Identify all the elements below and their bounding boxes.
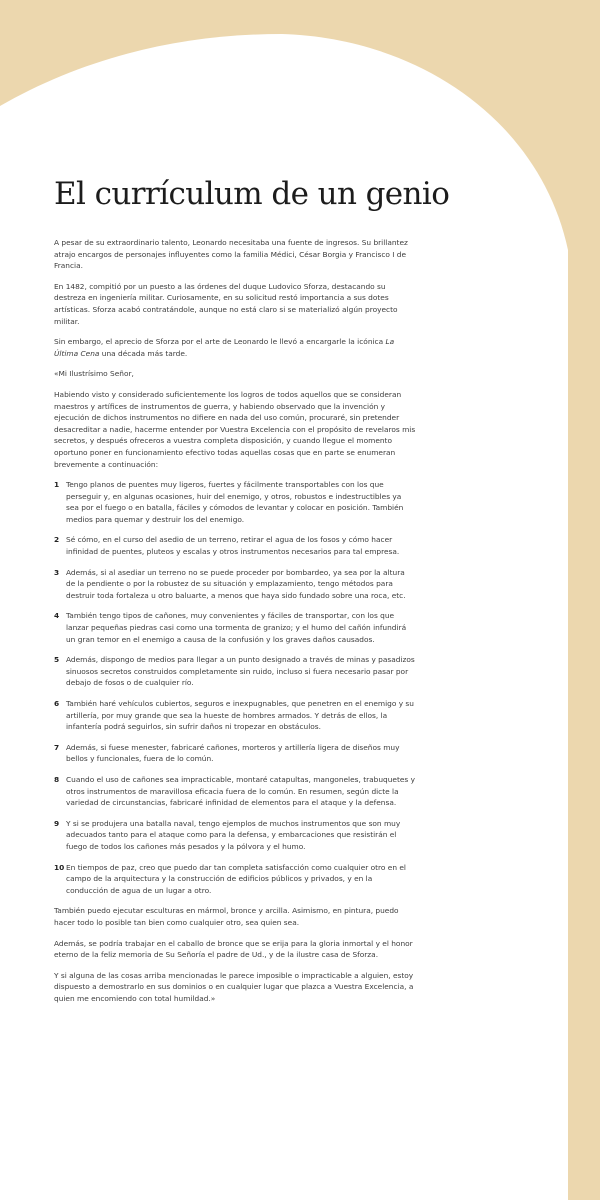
list-item bbox=[54, 610, 416, 645]
list-item-text: Además, si al asediar un terreno no se puede proceder por bombardeo, ya sea por la altura de la pendiente o por la robustez de su situación y emplazamiento, tengo métodos para destruir toda fortaleza u otro baluarte, a menos que haya sido fundado sobre una roca, etc. bbox=[66, 567, 406, 600]
closing-paragraph-1: También puedo ejecutar esculturas en mármol, bronce y arcilla. Asimismo, en pintura, puedo hacer todo lo posible tan bien como cualquier otro, sea quien sea. bbox=[54, 906, 399, 927]
letter-salutation: «Mi Ilustrísimo Señor, bbox=[54, 369, 134, 379]
list-item-number: 5 bbox=[54, 655, 60, 665]
capabilities-list bbox=[54, 479, 416, 896]
list-item bbox=[54, 479, 416, 525]
list-item-text: También haré vehículos cubiertos, seguros e inexpugnables, que penetren en el enemigo y su artillería, por muy grande que sea la hueste de hombres armados. Y detrás de ellos, la infantería podrá seguirlos, sin sufrir daños ni tropezar en obstáculos. bbox=[66, 699, 414, 732]
list-item-text: Sé cómo, en el curso del asedio de un terreno, retirar el agua de los fosos y cómo hacer infinidad de puentes, pluteos y escalas y otros instrumentos necesarios para tal empresa. bbox=[66, 535, 400, 557]
intro-paragraph-2: En 1482, compitió por un puesto a las órdenes del duque Ludovico Sforza, destacando su destreza en ingeniería militar. Curiosamente, en su solicitud restó importancia a sus dotes artísticas. Sforza acabó contratándole, aunque no está claro si se materializó algún proyecto militar. bbox=[54, 281, 398, 326]
list-item bbox=[54, 862, 416, 897]
intro-paragraph-3-text: Sin embargo, el aprecio de Sforza por el arte de Leonardo le llevó a encargarle la icónica bbox=[54, 337, 386, 347]
list-item-text: Tengo planos de puentes muy ligeros, fuertes y fácilmente transportables con los que perseguir y, en algunas ocasiones, huir del enemigo, y otros, robustos e indestructibles ya sea por el fuego o en batalla, fáciles y cómodos de levantar y colocar en posición. También medios para quemar y destruir los del enemigo. bbox=[66, 480, 404, 524]
intro-paragraph-3 bbox=[54, 336, 416, 359]
page-title: El currículum de un genio bbox=[54, 176, 450, 212]
list-item-number: 9 bbox=[54, 818, 60, 828]
list-item bbox=[54, 818, 416, 853]
article-body bbox=[54, 237, 416, 1013]
list-item-number: 2 bbox=[54, 535, 60, 545]
list-item-text: También tengo tipos de cañones, muy convenientes y fáciles de transportar, con los que lanzar pequeñas piedras casi como una tormenta de granizo; y el humo del cañón infundirá un gran temor en el enemigo a causa de la confusión y los graves daños causados. bbox=[66, 611, 407, 644]
list-item-number: 6 bbox=[54, 699, 60, 708]
list-item-number: 8 bbox=[54, 774, 60, 784]
letter-opening: Habiendo visto y considerado suficientemente los logros de todos aquellos que se consideran maestros y artífices de instrumentos de guerra, y habiendo observado que la invención y ejecución de dichos instrumentos no difiere en nada del uso común, procuraré, sin pretender desacreditar a nadie, hacerme entender por Vuestra Excelencia con el propósito de revelaros mis secretos, y después ofreceros a vuestra completa disposición, y cuando llegue el momento oportuno poner en funcionamiento efectivo todas aquellas cosas que en parte se enumeran brevemente a continuación: bbox=[54, 389, 416, 469]
list-item-text: Además, dispongo de medios para llegar a un punto designado a través de minas y pasadizos sinuosos secretos construidos completamente sin ruido, incluso si fuera necesario pasar por debajo de fosos o de cualquier río. bbox=[66, 655, 415, 688]
list-item bbox=[54, 567, 416, 602]
list-item-number: 4 bbox=[54, 611, 60, 621]
closing-paragraph-3: Y si alguna de las cosas arriba mencionadas le parece imposible o impracticable a alguien, estoy dispuesto a demostrarlo en sus dominios o en cualquier lugar que plazca a Vuestra Excelencia, a quien me encomiendo con total humildad.» bbox=[54, 970, 414, 1003]
list-item-number: 1 bbox=[54, 480, 60, 490]
intro-paragraph-3-end: una década más tarde. bbox=[99, 348, 188, 358]
list-item bbox=[54, 698, 416, 733]
list-item-text: Además, si fuese menester, fabricaré cañones, morteros y artillería ligera de diseños muy bellos y funcionales, fuera de lo común. bbox=[66, 742, 400, 764]
list-item-number: 10 bbox=[54, 862, 65, 872]
list-item bbox=[54, 654, 416, 689]
list-item bbox=[54, 534, 416, 557]
list-item bbox=[54, 742, 416, 765]
list-item-text: Y si se produjera una batalla naval, tengo ejemplos de muchos instrumentos que son muy adecuados tanto para el ataque como para la defensa, y embarcaciones que resistirán el fuego de todos los cañones más pesados y la pólvora y el humo. bbox=[66, 818, 401, 851]
list-item-text: Cuando el uso de cañones sea impracticable, montaré catapultas, mangoneles, trabuquetes y otros instrumentos de maravillosa eficacia fuera de lo común. En resumen, según dicte la variedad de circunstancias, fabricaré infinidad de elementos para el ataque y la defensa. bbox=[66, 774, 415, 808]
list-item-number: 3 bbox=[54, 567, 60, 577]
artwork-title: La Última Cena bbox=[54, 337, 395, 358]
list-item bbox=[54, 774, 416, 809]
list-item-text: En tiempos de paz, creo que puedo dar tan completa satisfacción como cualquier otro en el campo de la arquitectura y la construcción de edificios públicos y privados, y en la conducción de agua de un lugar a otro. bbox=[66, 862, 406, 895]
list-item-number: 7 bbox=[54, 742, 60, 752]
closing-paragraph-2: Además, se podría trabajar en el caballo de bronce que se erija para la gloria inmortal y el honor eterno de la feliz memoria de Su Señoría el padre de Ud., y de la ilustre casa de Sforza. bbox=[54, 938, 413, 960]
intro-paragraph-1: A pesar de su extraordinario talento, Leonardo necesitaba una fuente de ingresos. Su brillantez atrajo encargos de personajes influyentes como la familia Médici, César Borgia y Francisco I de Francia. bbox=[54, 238, 408, 271]
